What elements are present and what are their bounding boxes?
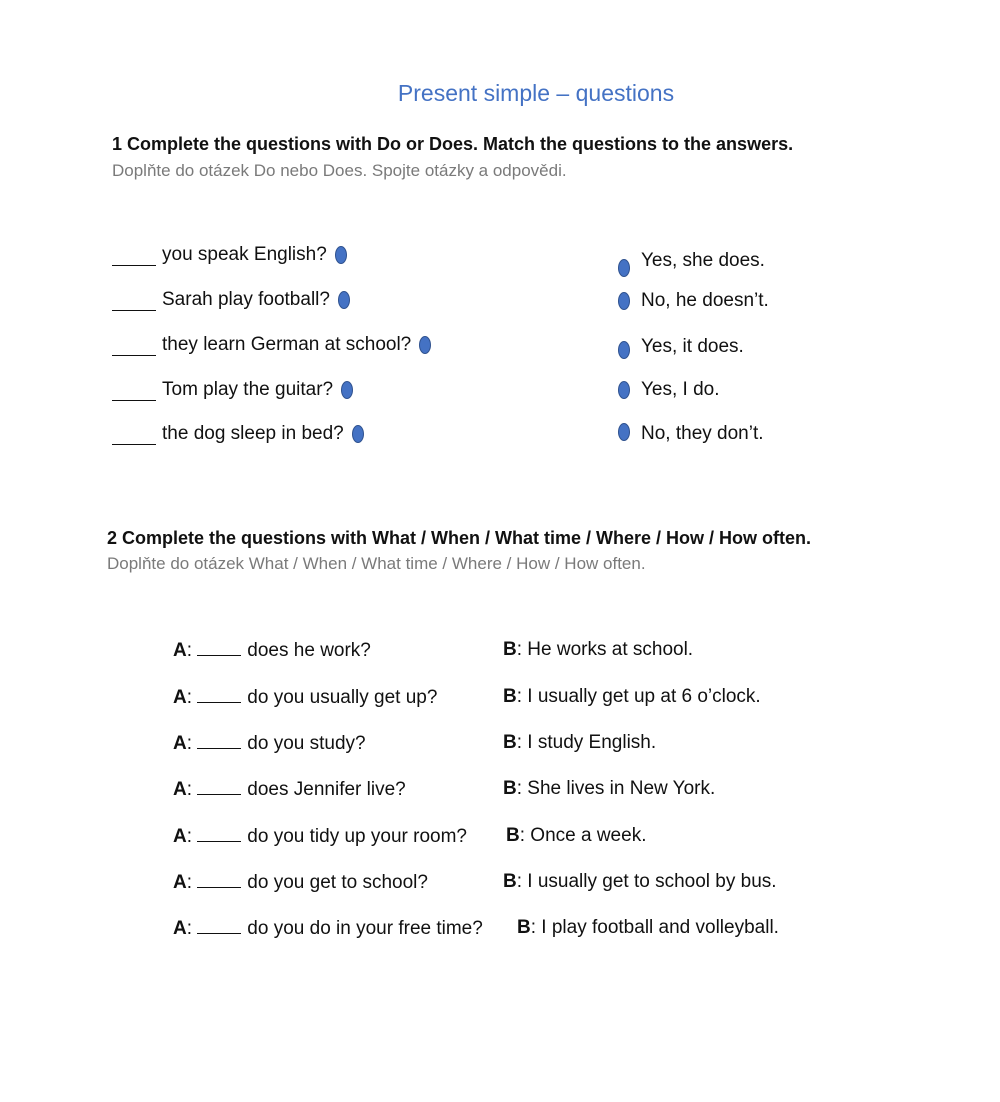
answer-blank[interactable] <box>197 871 241 888</box>
match-dot[interactable] <box>338 291 350 309</box>
answer-blank[interactable] <box>112 384 156 401</box>
exercise-1-heading: 1 Complete the questions with Do or Does. Match the questions to the answers. <box>112 134 794 154</box>
speaker-a-label: A <box>173 779 187 800</box>
dialogue-question: do you study? <box>247 733 366 754</box>
ex1-question-text: Tom play the guitar? <box>162 379 334 400</box>
ex1-answer-text: No, he doesn’t. <box>641 290 769 311</box>
match-dot[interactable] <box>618 423 630 441</box>
speaker-a-label: A <box>173 640 187 661</box>
dialogue-answer: B: I usually get to school by bus. <box>503 871 777 892</box>
speaker-a-label: A <box>173 872 187 893</box>
dialogue-answer-text: I usually get up at 6 o’clock. <box>527 686 761 707</box>
ex1-answer-text: Yes, it does. <box>641 336 744 357</box>
dialogue-row: A: does he work? B: He works at school. <box>173 639 694 661</box>
dialogue-answer: B: Once a week. <box>506 825 647 846</box>
ex1-question-row <box>112 244 347 266</box>
ex1-answer-row <box>618 290 769 312</box>
answer-blank[interactable] <box>197 686 241 703</box>
ex1-question-text: you speak English? <box>162 244 327 265</box>
dialogue-question: do you do in your free time? <box>247 918 483 939</box>
dialogue-answer: B: I study English. <box>503 732 657 753</box>
ex1-question-text: the dog sleep in bed? <box>162 423 344 444</box>
dialogue-row: A: do you get to school? B: I usually get to school by bus. <box>173 871 777 893</box>
speaker-a-label: A <box>173 687 187 708</box>
answer-blank[interactable] <box>112 249 156 266</box>
match-dot[interactable] <box>618 341 630 359</box>
speaker-a-label: A <box>173 733 187 754</box>
match-dot[interactable] <box>618 292 630 310</box>
dialogue-answer-text: I play football and volleyball. <box>541 917 779 938</box>
ex1-question-text: Sarah play football? <box>162 289 330 310</box>
ex1-answer-row <box>618 335 744 359</box>
answer-blank[interactable] <box>197 639 241 656</box>
dialogue-row: A: do you study? B: I study English. <box>173 732 657 754</box>
speaker-b-label: B <box>517 917 531 938</box>
answer-blank[interactable] <box>112 339 156 356</box>
ex1-question-row <box>112 289 350 311</box>
exercise-2-heading: 2 Complete the questions with What / When / What time / Where / How / How often. <box>107 528 812 548</box>
exercise-2-subheading: Doplňte do otázek What / When / What time / Where / How / How often. <box>107 554 646 573</box>
dialogue-answer-text: Once a week. <box>530 825 647 846</box>
dialogue-answer-text: I study English. <box>527 732 657 753</box>
speaker-b-label: B <box>503 639 517 660</box>
speaker-b-label: B <box>503 871 517 892</box>
dialogue-answer-text: He works at school. <box>527 639 694 660</box>
ex1-question-row <box>112 423 364 445</box>
answer-blank[interactable] <box>197 778 241 795</box>
ex1-answer-row <box>618 379 720 401</box>
dialogue-question: does Jennifer live? <box>247 779 406 800</box>
answer-blank[interactable] <box>197 732 241 749</box>
answer-blank[interactable] <box>197 825 241 842</box>
match-dot[interactable] <box>618 381 630 399</box>
dialogue-answer-text: She lives in New York. <box>527 778 716 799</box>
dialogue-row: A: do you usually get up? B: I usually get up at 6 o’clock. <box>173 686 761 708</box>
speaker-b-label: B <box>506 825 520 846</box>
match-dot[interactable] <box>419 336 431 354</box>
match-dot[interactable] <box>618 259 630 277</box>
answer-blank[interactable] <box>197 917 241 934</box>
ex1-answer-text: No, they don’t. <box>641 423 764 444</box>
dialogue-question: do you get to school? <box>247 872 428 893</box>
match-dot[interactable] <box>341 381 353 399</box>
dialogue-answer: B: He works at school. <box>503 639 694 660</box>
dialogue-answer-text: I usually get to school by bus. <box>527 871 777 892</box>
dialogue-answer: B: I play football and volleyball. <box>517 917 779 938</box>
ex1-question-text: they learn German at school? <box>162 334 412 355</box>
dialogue-answer: B: I usually get up at 6 o’clock. <box>503 686 761 707</box>
speaker-b-label: B <box>503 778 517 799</box>
dialogue-question: do you tidy up your room? <box>247 826 467 847</box>
match-dot[interactable] <box>352 425 364 443</box>
dialogue-answer: B: She lives in New York. <box>503 778 716 799</box>
dialogue-row: A: does Jennifer live? B: She lives in New York. <box>173 778 716 800</box>
dialogue-row: A: do you do in your free time? B: I play football and volleyball. <box>173 917 779 939</box>
ex1-question-row <box>112 379 353 401</box>
ex1-answer-text: Yes, she does. <box>641 250 765 271</box>
exercise-1-subheading: Doplňte do otázek Do nebo Does. Spojte otázky a odpovědi. <box>112 161 567 180</box>
dialogue-row: A: do you tidy up your room? B: Once a week. <box>173 825 647 847</box>
speaker-a-label: A <box>173 826 187 847</box>
page-title: Present simple – questions <box>397 80 675 106</box>
answer-blank[interactable] <box>112 428 156 445</box>
ex1-question-row <box>112 334 431 356</box>
speaker-a-label: A <box>173 918 187 939</box>
speaker-b-label: B <box>503 732 517 753</box>
ex1-answer-row <box>618 245 765 277</box>
ex1-answer-row <box>618 423 764 445</box>
dialogue-question: do you usually get up? <box>247 687 438 708</box>
dialogue-question: does he work? <box>247 640 371 661</box>
answer-blank[interactable] <box>112 294 156 311</box>
ex1-answer-text: Yes, I do. <box>641 379 720 400</box>
match-dot[interactable] <box>335 246 347 264</box>
speaker-b-label: B <box>503 686 517 707</box>
